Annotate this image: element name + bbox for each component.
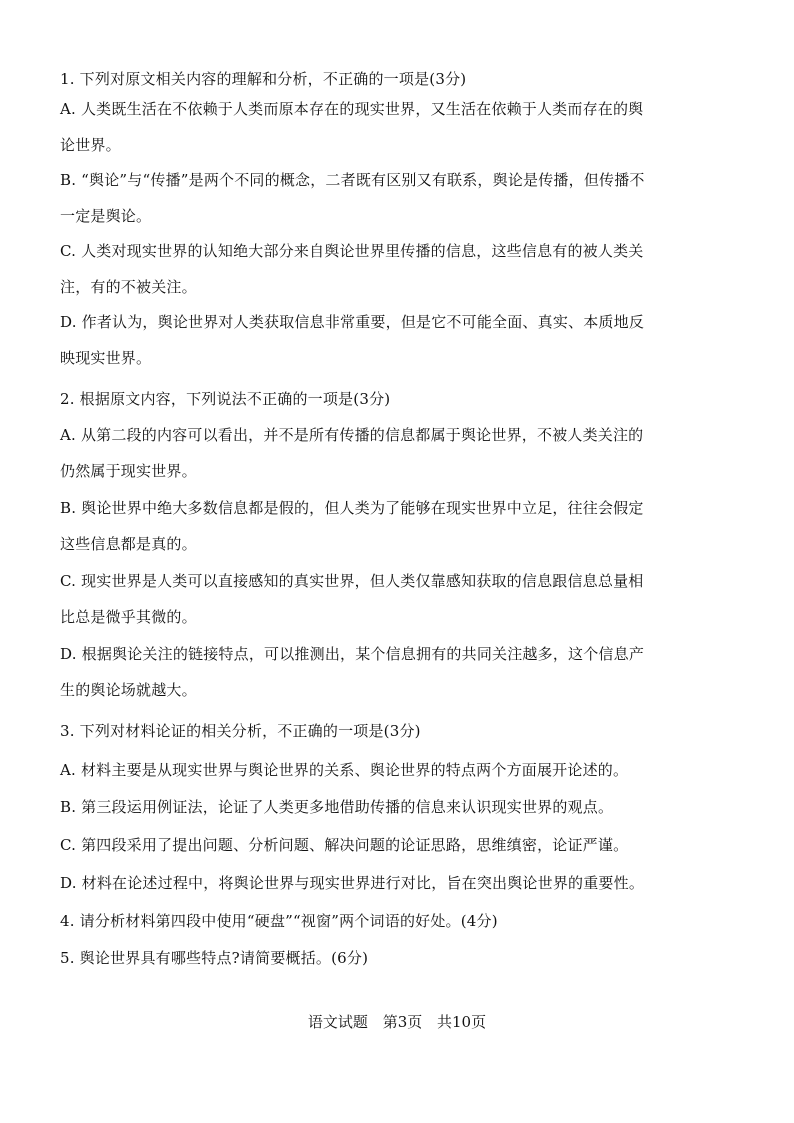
question-2-option-c-cont: 比总是微乎其微的。: [60, 608, 197, 626]
question-1-option-a: A. 人类既生活在不依赖于人类而原本存在的现实世界，又生活在依赖于人类而存在的舆: [60, 100, 644, 118]
question-3-stem: 3. 下列对材料论证的相关分析，不正确的一项是(3分): [60, 722, 421, 740]
footer-page-number: 第3页: [382, 1013, 423, 1031]
question-3-option-b: B. 第三段运用例证法，论证了人类更多地借助传播的信息来认识现实世界的观点。: [60, 798, 614, 816]
question-2-option-c: C. 现实世界是人类可以直接感知的真实世界，但人类仅靠感知获取的信息跟信息总量相: [60, 572, 644, 590]
question-2-option-a: A. 从第二段的内容可以看出，并不是所有传播的信息都属于舆论世界，不被人类关注的: [60, 426, 644, 444]
question-3-option-c: C. 第四段采用了提出问题、分析问题、解决问题的论证思路，思维缜密，论证严谨。: [60, 836, 629, 854]
question-2-option-d: D. 根据舆论关注的链接特点，可以推测出，某个信息拥有的共同关注越多，这个信息产: [60, 645, 645, 663]
question-1-option-b: B. “舆论”与“传播”是两个不同的概念，二者既有区别又有联系，舆论是传播，但传播不: [60, 171, 645, 189]
question-2-option-a-cont: 仍然属于现实世界。: [60, 462, 197, 480]
question-5-stem: 5. 舆论世界具有哪些特点?请简要概括。(6分): [60, 949, 369, 967]
question-1-option-c: C. 人类对现实世界的认知绝大部分来自舆论世界里传播的信息，这些信息有的被人类关: [60, 242, 644, 260]
question-1-option-d: D. 作者认为，舆论世界对人类获取信息非常重要，但是它不可能全面、真实、本质地反: [60, 313, 645, 331]
question-1-option-b-cont: 一定是舆论。: [60, 207, 152, 225]
question-1-option-a-cont: 论世界。: [60, 136, 121, 154]
question-4-stem: 4. 请分析材料第四段中使用“硬盘”“视窗”两个词语的好处。(4分): [60, 912, 498, 930]
question-3-option-a: A. 材料主要是从现实世界与舆论世界的关系、舆论世界的特点两个方面展开论述的。: [60, 761, 629, 779]
question-2-option-b: B. 舆论世界中绝大多数信息都是假的，但人类为了能够在现实世界中立足，往往会假定: [60, 499, 644, 517]
question-1-option-d-cont: 映现实世界。: [60, 349, 152, 367]
question-3-option-d: D. 材料在论述过程中，将舆论世界与现实世界进行对比，旨在突出舆论世界的重要性。: [60, 874, 645, 892]
question-2-stem: 2. 根据原文内容，下列说法不正确的一项是(3分): [60, 390, 391, 408]
question-1-option-c-cont: 注，有的不被关注。: [60, 278, 197, 296]
footer-total-pages: 共10页: [437, 1013, 487, 1031]
question-1-stem: 1. 下列对原文相关内容的理解和分析，不正确的一项是(3分): [60, 70, 467, 88]
page-footer: [0, 1012, 794, 1032]
footer-subject: 语文试题: [307, 1013, 368, 1031]
question-2-option-b-cont: 这些信息都是真的。: [60, 535, 197, 553]
question-2-option-d-cont: 生的舆论场就越大。: [60, 681, 197, 699]
